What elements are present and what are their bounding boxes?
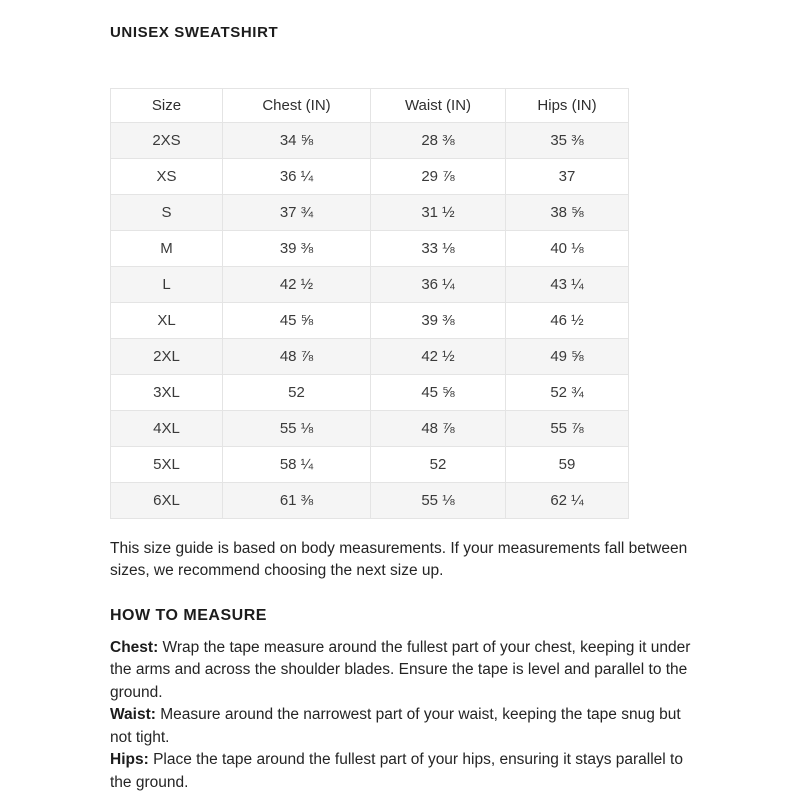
hips-cell: 55 ⅞: [506, 411, 629, 447]
table-row: [111, 231, 629, 267]
hips-cell: 52 ¾: [506, 375, 629, 411]
chest-cell: 48 ⅞: [223, 339, 371, 375]
table-row: [111, 123, 629, 159]
measure-item-chest: [110, 637, 692, 704]
hips-cell: 38 ⅝: [506, 195, 629, 231]
size-cell: 2XL: [111, 339, 223, 375]
waist-cell: 45 ⅝: [371, 375, 506, 411]
size-cell: M: [111, 231, 223, 267]
column-header-hips: Hips (IN): [506, 89, 629, 123]
measure-text-waist: Measure around the narrowest part of your waist, keeping the tape snug but not tight.: [110, 706, 681, 746]
chest-cell: 52: [223, 375, 371, 411]
size-guide-content: [110, 24, 692, 794]
page-title: UNISEX SWEATSHIRT: [110, 24, 279, 41]
table-header-row: [111, 89, 629, 123]
size-cell: 6XL: [111, 483, 223, 519]
size-cell: XL: [111, 303, 223, 339]
how-to-measure-heading: HOW TO MEASURE: [110, 606, 267, 624]
table-row: [111, 303, 629, 339]
chest-cell: 42 ½: [223, 267, 371, 303]
measure-text-hips: Place the tape around the fullest part of your hips, ensuring it stays parallel to the ground.: [110, 751, 683, 791]
waist-cell: 39 ⅜: [371, 303, 506, 339]
size-cell: S: [111, 195, 223, 231]
chest-cell: 55 ⅛: [223, 411, 371, 447]
hips-cell: 46 ½: [506, 303, 629, 339]
measure-label-chest: Chest:: [110, 638, 159, 656]
waist-cell: 29 ⅞: [371, 159, 506, 195]
measure-label-hips: Hips:: [110, 751, 149, 769]
chest-cell: 37 ¾: [223, 195, 371, 231]
table-row: [111, 339, 629, 375]
chest-cell: 61 ⅜: [223, 483, 371, 519]
measure-item-hips: [110, 749, 692, 794]
hips-cell: 35 ⅜: [506, 123, 629, 159]
waist-cell: 33 ⅛: [371, 231, 506, 267]
size-cell: 4XL: [111, 411, 223, 447]
waist-cell: 48 ⅞: [371, 411, 506, 447]
measure-text-chest: Wrap the tape measure around the fullest part of your chest, keeping it under the arms and across the shoulder blades. Ensure the tape is level and parallel to the ground.: [110, 638, 691, 701]
waist-cell: 42 ½: [371, 339, 506, 375]
size-guide-note: This size guide is based on body measurements. If your measurements fall between sizes, we recommend choosing the next size up.: [110, 540, 688, 580]
waist-cell: 31 ½: [371, 195, 506, 231]
hips-cell: 49 ⅝: [506, 339, 629, 375]
chest-cell: 39 ⅜: [223, 231, 371, 267]
chest-cell: 58 ¼: [223, 447, 371, 483]
size-cell: XS: [111, 159, 223, 195]
hips-cell: 62 ¼: [506, 483, 629, 519]
size-cell: 3XL: [111, 375, 223, 411]
hips-cell: 59: [506, 447, 629, 483]
chest-cell: 34 ⅝: [223, 123, 371, 159]
measure-instructions: [110, 637, 692, 794]
column-header-waist: Waist (IN): [371, 89, 506, 123]
table-row: [111, 411, 629, 447]
hips-cell: 40 ⅛: [506, 231, 629, 267]
chest-cell: 36 ¼: [223, 159, 371, 195]
hips-cell: 37: [506, 159, 629, 195]
table-row: [111, 447, 629, 483]
size-cell: 2XS: [111, 123, 223, 159]
table-row: [111, 483, 629, 519]
table-row: [111, 375, 629, 411]
table-row: [111, 159, 629, 195]
waist-cell: 52: [371, 447, 506, 483]
waist-cell: 28 ⅜: [371, 123, 506, 159]
size-cell: L: [111, 267, 223, 303]
size-cell: 5XL: [111, 447, 223, 483]
column-header-size: Size: [111, 89, 223, 123]
chest-cell: 45 ⅝: [223, 303, 371, 339]
waist-cell: 55 ⅛: [371, 483, 506, 519]
column-header-chest: Chest (IN): [223, 89, 371, 123]
measure-item-waist: [110, 704, 692, 749]
table-row: [111, 267, 629, 303]
table-row: [111, 195, 629, 231]
size-chart-table: [110, 88, 629, 519]
measure-label-waist: Waist:: [110, 706, 156, 724]
waist-cell: 36 ¼: [371, 267, 506, 303]
hips-cell: 43 ¼: [506, 267, 629, 303]
